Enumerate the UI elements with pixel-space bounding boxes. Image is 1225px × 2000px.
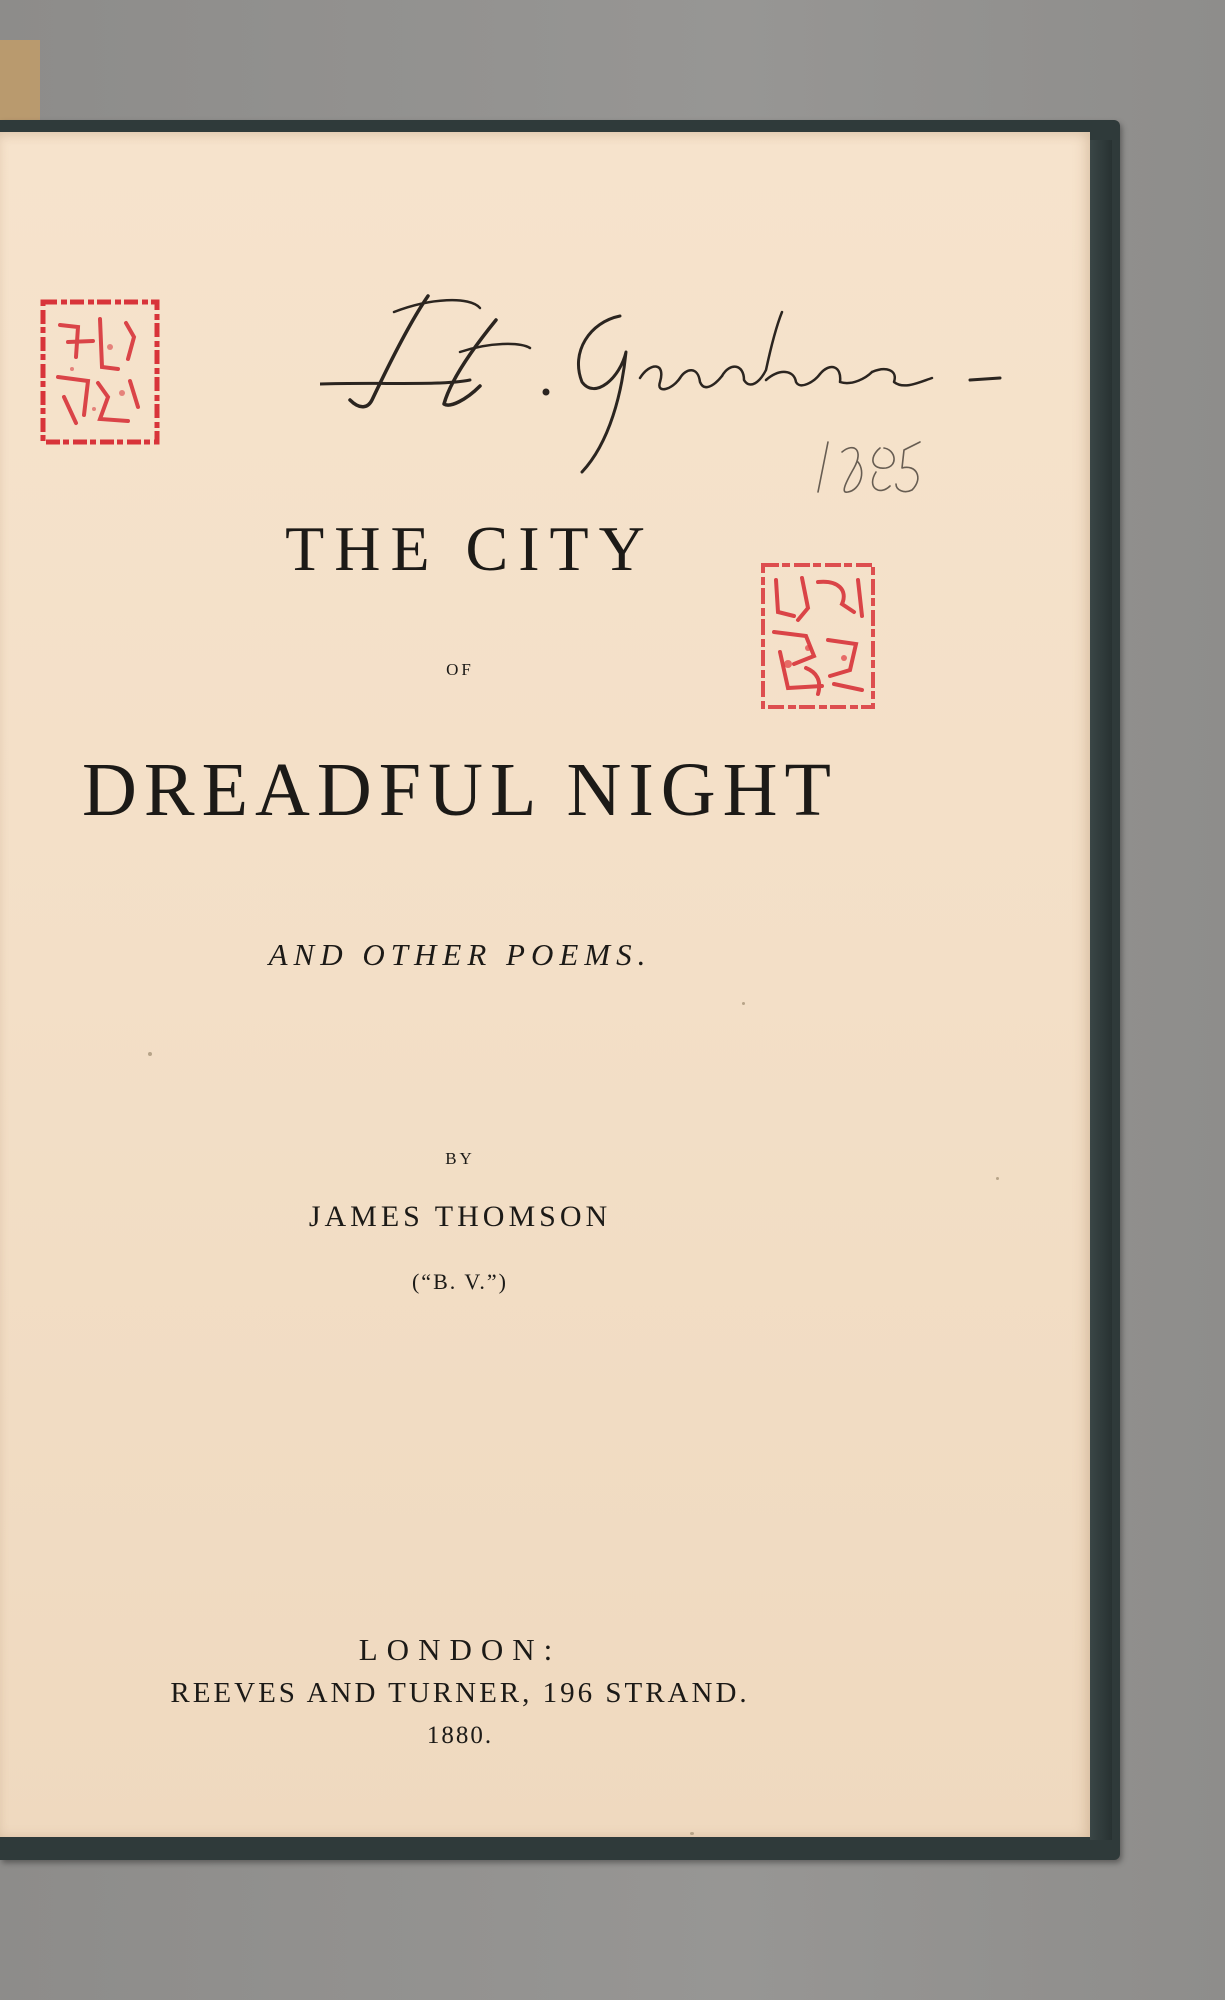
publication-place: LONDON: xyxy=(358,1632,562,1667)
title-page xyxy=(0,132,1090,1837)
title-of: OF xyxy=(446,660,474,679)
inscription-year xyxy=(0,132,1,133)
title-line-2: DREADFUL NIGHT xyxy=(82,748,838,832)
author-name: JAMES THOMSON xyxy=(308,1200,612,1233)
author-pseudonym: (“B. V.”) xyxy=(411,1269,508,1294)
paper-speck xyxy=(690,1832,694,1835)
publication-year: 1880. xyxy=(426,1722,494,1749)
title-line-1: THE CITY xyxy=(285,513,655,584)
subtitle: AND OTHER POEMS. xyxy=(268,937,652,972)
seal-stamp-top-left xyxy=(38,297,162,447)
by-line: BY xyxy=(445,1149,475,1168)
publisher: REEVES AND TURNER, 196 STRAND. xyxy=(170,1677,750,1709)
book-spine-edge xyxy=(1090,140,1112,1840)
paper-speck xyxy=(148,1052,152,1056)
paper-speck xyxy=(742,1002,745,1005)
handwritten-signature xyxy=(320,282,1040,512)
paper-speck xyxy=(996,1177,999,1180)
seal-stamp-right xyxy=(758,560,878,712)
signature-text xyxy=(0,132,1,133)
